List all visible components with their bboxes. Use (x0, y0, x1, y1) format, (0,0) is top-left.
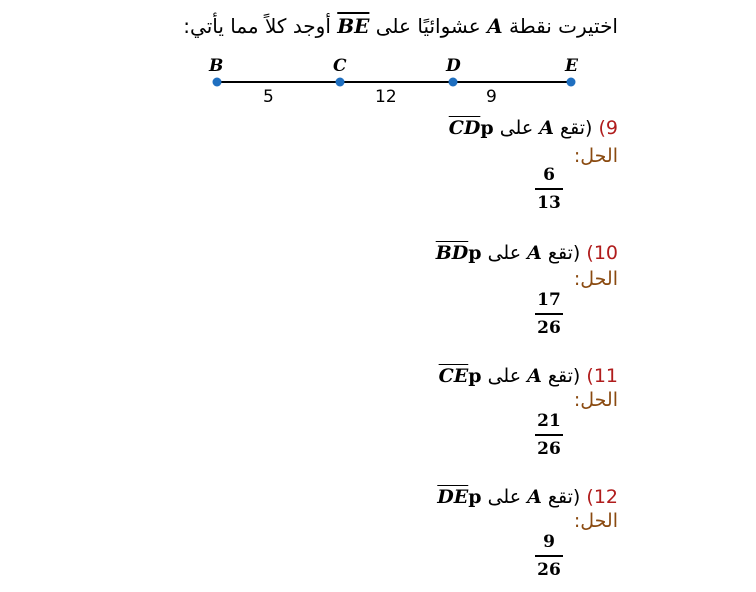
point-d-dot (449, 78, 458, 87)
fraction-numerator: 9 (543, 532, 555, 552)
question-on-text: على (487, 486, 522, 508)
intro-segment: BE (337, 14, 370, 38)
fraction-denominator: 26 (537, 318, 561, 338)
question-number: 12) (586, 486, 618, 508)
intro-suffix: أوجد كلاً مما يأتي: (183, 14, 331, 38)
question-on-text: على (499, 117, 534, 139)
question-on-text: على (487, 242, 522, 264)
question-number: 11) (586, 365, 618, 387)
segment-cd-length: 12 (375, 87, 397, 107)
fraction-denominator: 26 (537, 560, 561, 580)
question-number: 10) (586, 242, 618, 264)
question-lies-text: (تقع (547, 365, 581, 387)
question-segment: CD (448, 117, 481, 139)
fraction-bar (535, 434, 563, 436)
fraction-bar (535, 313, 563, 315)
point-e-label: E (565, 56, 578, 76)
question-segment: CE (438, 365, 469, 387)
point-b-label: B (209, 56, 224, 76)
solution-label: الحل: (573, 145, 618, 167)
probability-symbol: p (480, 117, 494, 139)
question-9 (449, 117, 618, 139)
question-lies-text: (تقع (547, 242, 581, 264)
question-lies-text: (تقع (547, 486, 581, 508)
answer-fraction (529, 164, 569, 214)
solution-label: الحل: (573, 268, 618, 290)
probability-symbol: p (468, 486, 482, 508)
fraction-bar (535, 188, 563, 190)
question-point: A (527, 486, 542, 508)
solution-label: الحل: (573, 510, 618, 532)
question-segment: DE (437, 486, 469, 508)
segment-de-length: 9 (486, 87, 497, 107)
probability-symbol: p (468, 365, 482, 387)
intro-middle: عشوائيًا على (375, 14, 481, 38)
answer-fraction (529, 289, 569, 339)
intro-prefix: اختيرت نقطة (508, 14, 618, 38)
answer-fraction (529, 410, 569, 460)
fraction-numerator: 17 (537, 290, 561, 310)
point-d-label: D (446, 56, 461, 76)
fraction-denominator: 13 (537, 193, 561, 213)
segment-bc-length: 5 (263, 87, 274, 107)
fraction-numerator: 6 (543, 165, 555, 185)
fraction-bar (535, 555, 563, 557)
solution-label: الحل: (573, 389, 618, 411)
point-c-dot (336, 78, 345, 87)
question-point: A (527, 242, 542, 264)
question-12 (437, 486, 618, 508)
intro-point: A (487, 14, 503, 38)
question-point: A (527, 365, 542, 387)
point-b-dot (213, 78, 222, 87)
fraction-denominator: 26 (537, 439, 561, 459)
point-c-label: C (333, 56, 347, 76)
probability-symbol: p (468, 242, 482, 264)
fraction-numerator: 21 (537, 411, 561, 431)
question-10 (436, 242, 618, 264)
answer-fraction (529, 531, 569, 581)
question-lies-text: (تقع (560, 117, 593, 139)
point-e-dot (567, 78, 576, 87)
question-segment: BD (435, 242, 469, 264)
question-11 (439, 365, 618, 387)
question-point: A (539, 117, 554, 139)
question-number: 9) (598, 117, 618, 139)
question-on-text: على (487, 365, 522, 387)
